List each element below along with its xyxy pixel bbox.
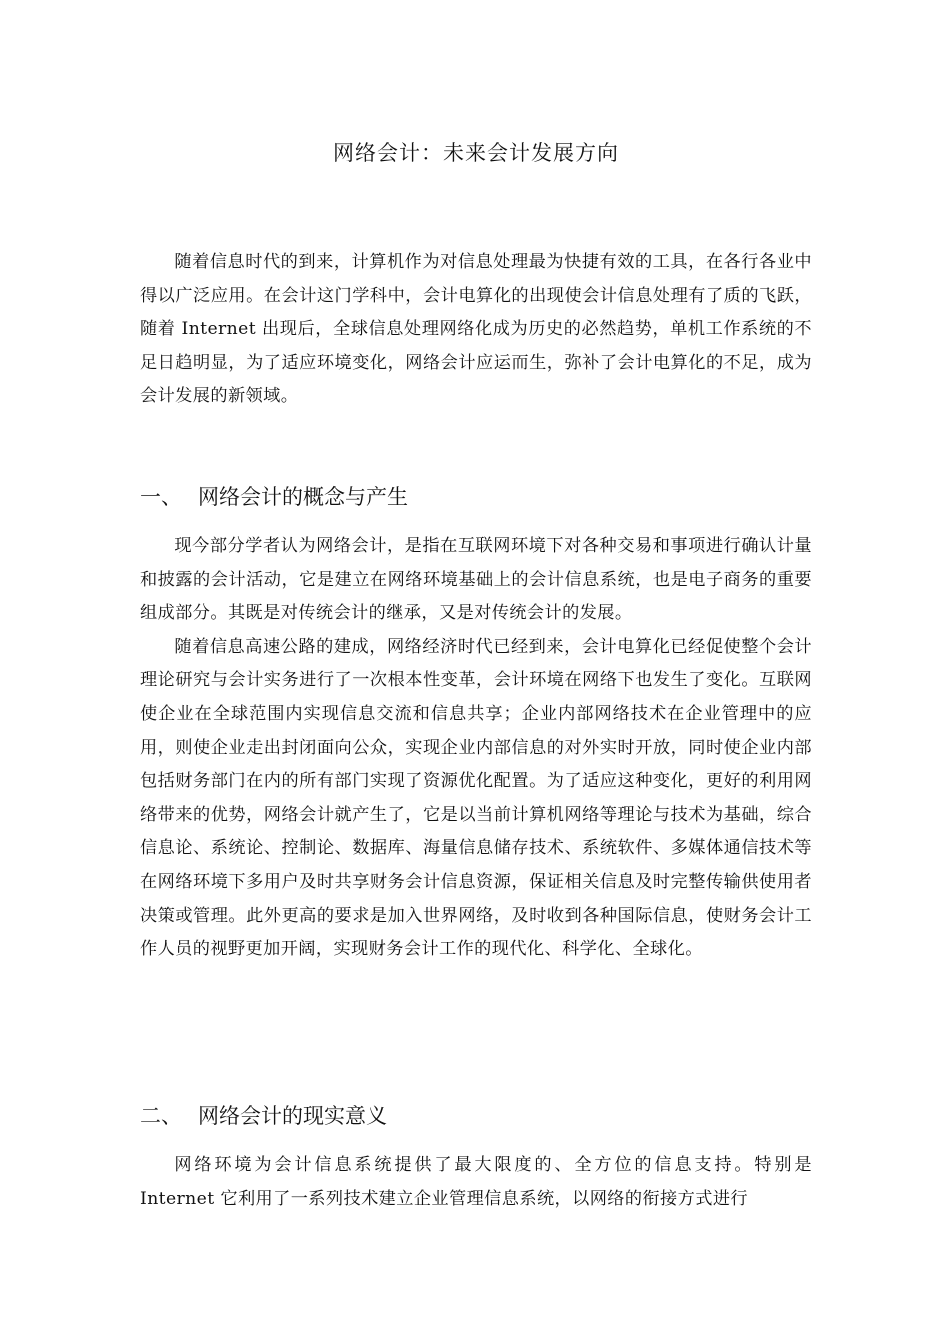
section-1-title: 网络会计的概念与产生 xyxy=(198,485,408,509)
section-2-number: 二、 xyxy=(140,1104,182,1128)
section-2-paragraph-1: 网络环境为会计信息系统提供了最大限度的、全方位的信息支持。特别是 Internet 它利用了一系列技术建立企业管理信息系统，以网络的衔接方式进行 xyxy=(140,1155,812,1209)
section-2-title: 网络会计的现实意义 xyxy=(198,1104,387,1128)
section-1-body xyxy=(140,530,812,967)
section-1-paragraph-1: 现今部分学者认为网络会计，是指在互联网环境下对各种交易和事项进行确认计量和披露的会计活动，它是建立在网络环境基础上的会计信息系统，也是电子商务的重要组成部分。其既是对传统会计的继承，又是对传统会计的发展。 xyxy=(140,536,812,624)
section-1-paragraph-2: 随着信息高速公路的建成，网络经济时代已经到来，会计电算化已经促使整个会计理论研究与会计实务进行了一次根本性变革，会计环境在网络下也发生了变化。互联网使企业在全球范围内实现信息交流和信息共享；企业内部网络技术在企业管理中的应用，则使企业走出封闭面向公众，实现企业内部信息的对外实时开放，同时使企业内部包括财务部门在内的所有部门实现了资源优化配置。为了适应这种变化，更好的利用网络带来的优势，网络会计就产生了，它是以当前计算机网络等理论与技术为基础，综合信息论、系统论、控制论、数据库、海量信息储存技术、系统软件、多媒体通信技术等在网络环境下多用户及时共享财务会计信息资源，保证相关信息及时完整传输供使用者决策或管理。此外更高的要求是加入世界网络，及时收到各种国际信息，使财务会计工作人员的视野更加开阔，实现财务会计工作的现代化、科学化、全球化。 xyxy=(140,636,812,960)
intro-block xyxy=(140,246,812,414)
intro-paragraph: 随着信息时代的到来，计算机作为对信息处理最为快捷有效的工具，在各行各业中得以广泛应用。在会计这门学科中，会计电算化的出现使会计信息处理有了质的飞跃，随着 Internet 出现后，全球信息处理网络化成为历史的必然趋势，单机工作系统的不足日趋明显，为了适应环境变化，网络会计应运而生，弥补了会计电算化的不足，成为会计发展的新领域。 xyxy=(140,252,812,407)
section-1-heading xyxy=(140,482,812,512)
section-1-number: 一、 xyxy=(140,485,182,509)
section-2-body xyxy=(140,1149,812,1216)
section-2-heading xyxy=(140,1101,812,1131)
document-title: 网络会计：未来会计发展方向 xyxy=(333,141,619,165)
